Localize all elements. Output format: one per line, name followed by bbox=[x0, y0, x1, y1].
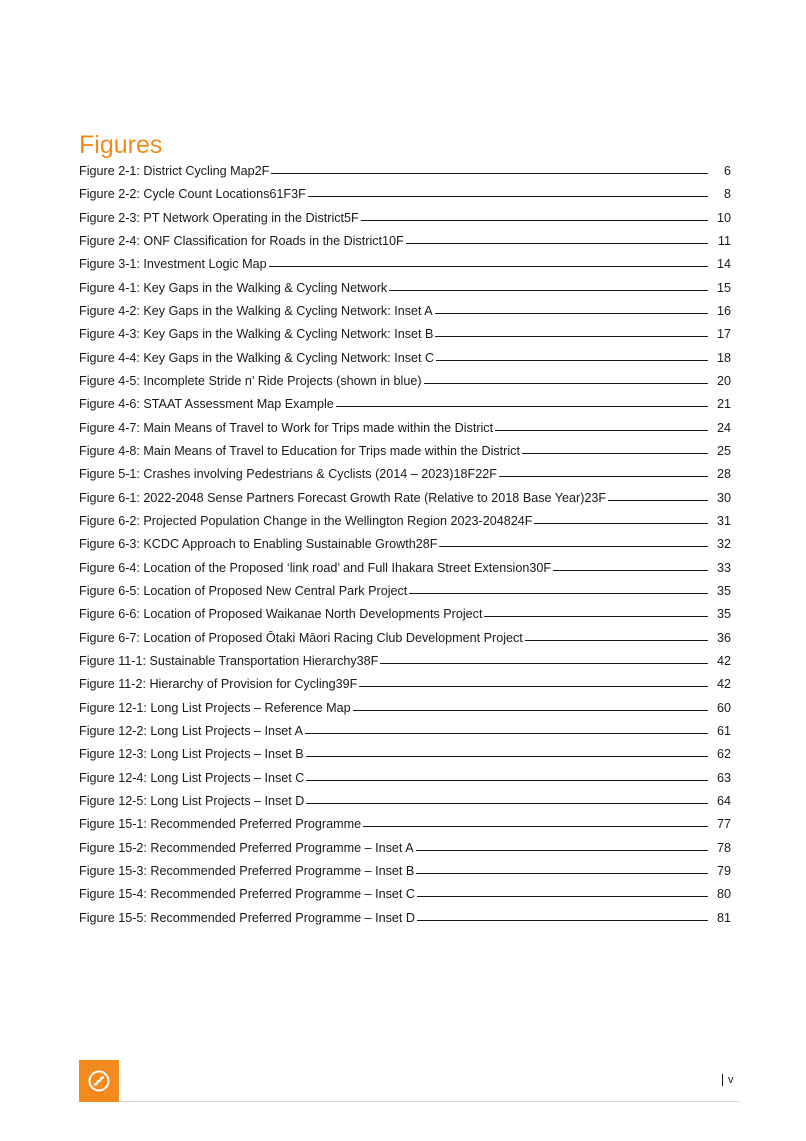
toc-leader-line bbox=[271, 173, 708, 174]
toc-leader-line bbox=[389, 290, 708, 291]
toc-leader-line bbox=[417, 920, 708, 921]
toc-leader-line bbox=[608, 500, 708, 501]
toc-entry[interactable] bbox=[79, 187, 731, 210]
toc-entry-page-number: 62 bbox=[716, 747, 731, 762]
toc-entry[interactable] bbox=[79, 327, 731, 350]
toc-entry-page-number: 63 bbox=[716, 770, 731, 785]
toc-entry-page-number: 10 bbox=[716, 210, 731, 225]
toc-entry-page-number: 31 bbox=[716, 513, 731, 528]
toc-leader-line bbox=[306, 803, 708, 804]
toc-entry[interactable] bbox=[79, 771, 731, 794]
toc-leader-line bbox=[435, 313, 708, 314]
toc-entry-page-number: 36 bbox=[716, 630, 731, 645]
toc-entry-label: Figure 2-3: PT Network Operating in the District5F bbox=[79, 210, 359, 225]
toc-entry-page-number: 21 bbox=[716, 397, 731, 412]
toc-leader-line bbox=[484, 616, 708, 617]
toc-entry-label: Figure 15-3: Recommended Preferred Programme – Inset B bbox=[79, 863, 415, 878]
toc-entry[interactable] bbox=[79, 841, 731, 864]
toc-entry-label: Figure 2-2: Cycle Count Locations61F3F bbox=[79, 187, 306, 202]
toc-leader-line bbox=[417, 896, 708, 897]
toc-entry[interactable] bbox=[79, 537, 731, 560]
toc-entry-label: Figure 4-7: Main Means of Travel to Work for Trips made within the District bbox=[79, 420, 494, 435]
toc-entry-page-number: 35 bbox=[716, 583, 731, 598]
toc-leader-line bbox=[525, 640, 708, 641]
toc-entry-page-number: 8 bbox=[723, 187, 731, 202]
toc-leader-line bbox=[424, 383, 708, 384]
toc-entry[interactable] bbox=[79, 701, 731, 724]
footer-divider bbox=[119, 1101, 739, 1102]
toc-entry-label: Figure 6-7: Location of Proposed Ōtaki Māori Racing Club Development Project bbox=[79, 630, 523, 645]
page-number-text: v bbox=[728, 1074, 734, 1086]
toc-leader-line bbox=[306, 780, 708, 781]
footer-page-number bbox=[722, 1074, 734, 1086]
company-logo-icon bbox=[87, 1069, 111, 1093]
toc-leader-line bbox=[269, 266, 708, 267]
toc-entry-page-number: 6 bbox=[723, 164, 731, 178]
toc-leader-line bbox=[435, 336, 708, 337]
toc-entry-label: Figure 11-1: Sustainable Transportation Hierarchy38F bbox=[79, 653, 379, 668]
toc-entry-page-number: 79 bbox=[716, 863, 731, 878]
toc-entry-label: Figure 12-5: Long List Projects – Inset D bbox=[79, 793, 305, 808]
toc-entry[interactable] bbox=[79, 864, 731, 887]
toc-entry-label: Figure 4-8: Main Means of Travel to Education for Trips made within the District bbox=[79, 443, 520, 458]
toc-entry-page-number: 61 bbox=[716, 723, 731, 738]
toc-leader-line bbox=[416, 850, 708, 851]
toc-entry[interactable] bbox=[79, 911, 731, 934]
toc-leader-line bbox=[306, 756, 708, 757]
toc-leader-line bbox=[409, 593, 708, 594]
toc-entry[interactable] bbox=[79, 817, 731, 840]
toc-entry-page-number: 11 bbox=[717, 233, 731, 248]
toc-entry-page-number: 81 bbox=[716, 910, 731, 925]
toc-entry-page-number: 25 bbox=[716, 443, 731, 458]
toc-entry-label: Figure 12-1: Long List Projects – Reference Map bbox=[79, 700, 351, 715]
toc-leader-line bbox=[439, 546, 708, 547]
toc-entry[interactable] bbox=[79, 491, 731, 514]
toc-entry-label: Figure 15-5: Recommended Preferred Programme – Inset D bbox=[79, 910, 415, 925]
toc-entry[interactable] bbox=[79, 467, 731, 490]
toc-entry-page-number: 28 bbox=[716, 467, 731, 482]
toc-entry[interactable] bbox=[79, 257, 731, 280]
toc-entry-page-number: 30 bbox=[716, 490, 731, 505]
toc-leader-line bbox=[361, 220, 708, 221]
toc-entry-page-number: 77 bbox=[716, 817, 731, 832]
toc-leader-line bbox=[522, 453, 708, 454]
toc-entry[interactable] bbox=[79, 677, 731, 700]
toc-entry-label: Figure 6-2: Projected Population Change in the Wellington Region 2023-204824F bbox=[79, 513, 533, 528]
toc-entry-label: Figure 15-2: Recommended Preferred Programme – Inset A bbox=[79, 840, 414, 855]
toc-entry-label: Figure 6-3: KCDC Approach to Enabling Sustainable Growth28F bbox=[79, 537, 438, 552]
toc-entry[interactable] bbox=[79, 211, 731, 234]
toc-entry[interactable] bbox=[79, 561, 731, 584]
toc-leader-line bbox=[305, 733, 708, 734]
toc-entry-label: Figure 4-6: STAAT Assessment Map Example bbox=[79, 397, 334, 412]
toc-entry-label: Figure 11-2: Hierarchy of Provision for Cycling39F bbox=[79, 677, 358, 692]
toc-entry[interactable] bbox=[79, 304, 731, 327]
toc-entry-label: Figure 12-2: Long List Projects – Inset A bbox=[79, 723, 304, 738]
toc-leader-line bbox=[353, 710, 708, 711]
toc-leader-line bbox=[380, 663, 708, 664]
toc-entry-page-number: 32 bbox=[716, 537, 731, 552]
toc-entry-page-number: 18 bbox=[716, 350, 731, 365]
toc-entry[interactable] bbox=[79, 421, 731, 444]
toc-entry[interactable] bbox=[79, 281, 731, 304]
toc-leader-line bbox=[534, 523, 708, 524]
toc-leader-line bbox=[308, 196, 708, 197]
toc-entry-label: Figure 4-1: Key Gaps in the Walking & Cycling Network bbox=[79, 280, 388, 295]
toc-entry-page-number: 42 bbox=[716, 653, 731, 668]
page-title: Figures bbox=[79, 131, 163, 159]
toc-entry-page-number: 33 bbox=[716, 560, 731, 575]
toc-entry-label: Figure 12-3: Long List Projects – Inset B bbox=[79, 747, 304, 762]
toc-entry-label: Figure 15-4: Recommended Preferred Programme – Inset C bbox=[79, 887, 415, 902]
figures-list bbox=[79, 164, 731, 934]
toc-entry-page-number: 35 bbox=[716, 607, 731, 622]
toc-entry-label: Figure 4-2: Key Gaps in the Walking & Cycling Network: Inset A bbox=[79, 303, 433, 318]
toc-entry[interactable] bbox=[79, 887, 731, 910]
toc-entry-label: Figure 6-4: Location of the Proposed ‘link road’ and Full Ihakara Street Extension30F bbox=[79, 560, 552, 575]
toc-entry[interactable] bbox=[79, 654, 731, 677]
toc-entry[interactable] bbox=[79, 374, 731, 397]
toc-leader-line bbox=[336, 406, 708, 407]
toc-entry[interactable] bbox=[79, 607, 731, 630]
toc-entry-page-number: 16 bbox=[716, 303, 731, 318]
toc-leader-line bbox=[553, 570, 708, 571]
toc-entry[interactable] bbox=[79, 584, 731, 607]
toc-leader-line bbox=[406, 243, 708, 244]
toc-entry-label: Figure 5-1: Crashes involving Pedestrians & Cyclists (2014 – 2023)18F22F bbox=[79, 467, 497, 482]
toc-entry-page-number: 60 bbox=[716, 700, 731, 715]
toc-leader-line bbox=[416, 873, 708, 874]
toc-entry-label: Figure 4-5: Incomplete Stride n’ Ride Projects (shown in blue) bbox=[79, 373, 422, 388]
toc-leader-line bbox=[363, 826, 708, 827]
toc-entry[interactable] bbox=[79, 631, 731, 654]
toc-entry-label: Figure 4-4: Key Gaps in the Walking & Cycling Network: Inset C bbox=[79, 350, 435, 365]
toc-entry[interactable] bbox=[79, 351, 731, 374]
toc-entry-page-number: 20 bbox=[716, 373, 731, 388]
toc-leader-line bbox=[359, 686, 708, 687]
toc-entry[interactable] bbox=[79, 444, 731, 467]
toc-entry[interactable] bbox=[79, 794, 731, 817]
toc-leader-line bbox=[436, 360, 708, 361]
toc-entry-page-number: 42 bbox=[716, 677, 731, 692]
toc-entry[interactable] bbox=[79, 724, 731, 747]
toc-leader-line bbox=[495, 430, 708, 431]
toc-entry-label: Figure 6-5: Location of Proposed New Central Park Project bbox=[79, 583, 408, 598]
company-logo bbox=[79, 1060, 119, 1102]
toc-entry-label: Figure 15-1: Recommended Preferred Programme bbox=[79, 817, 362, 832]
toc-entry-label: Figure 2-4: ONF Classification for Roads in the District10F bbox=[79, 233, 404, 248]
toc-entry[interactable] bbox=[79, 514, 731, 537]
toc-entry-label: Figure 3-1: Investment Logic Map bbox=[79, 257, 267, 272]
toc-entry-page-number: 80 bbox=[716, 887, 731, 902]
toc-entry-label: Figure 2-1: District Cycling Map2F bbox=[79, 164, 270, 178]
toc-entry-label: Figure 4-3: Key Gaps in the Walking & Cycling Network: Inset B bbox=[79, 327, 434, 342]
toc-entry-label: Figure 6-6: Location of Proposed Waikanae North Developments Project bbox=[79, 607, 483, 622]
toc-entry-page-number: 14 bbox=[716, 257, 731, 272]
toc-entry-label: Figure 6-1: 2022-2048 Sense Partners Forecast Growth Rate (Relative to 2018 Base Year)23F bbox=[79, 490, 607, 505]
toc-entry-page-number: 17 bbox=[716, 327, 731, 342]
toc-entry-page-number: 64 bbox=[716, 793, 731, 808]
toc-entry[interactable] bbox=[79, 747, 731, 770]
toc-entry[interactable] bbox=[79, 397, 731, 420]
toc-entry-label: Figure 12-4: Long List Projects – Inset C bbox=[79, 770, 305, 785]
page-number-separator bbox=[722, 1074, 723, 1086]
toc-entry-page-number: 15 bbox=[716, 280, 731, 295]
toc-entry-page-number: 78 bbox=[716, 840, 731, 855]
toc-entry[interactable] bbox=[79, 234, 731, 257]
toc-leader-line bbox=[499, 476, 708, 477]
toc-entry-page-number: 24 bbox=[716, 420, 731, 435]
toc-entry[interactable] bbox=[79, 164, 731, 187]
